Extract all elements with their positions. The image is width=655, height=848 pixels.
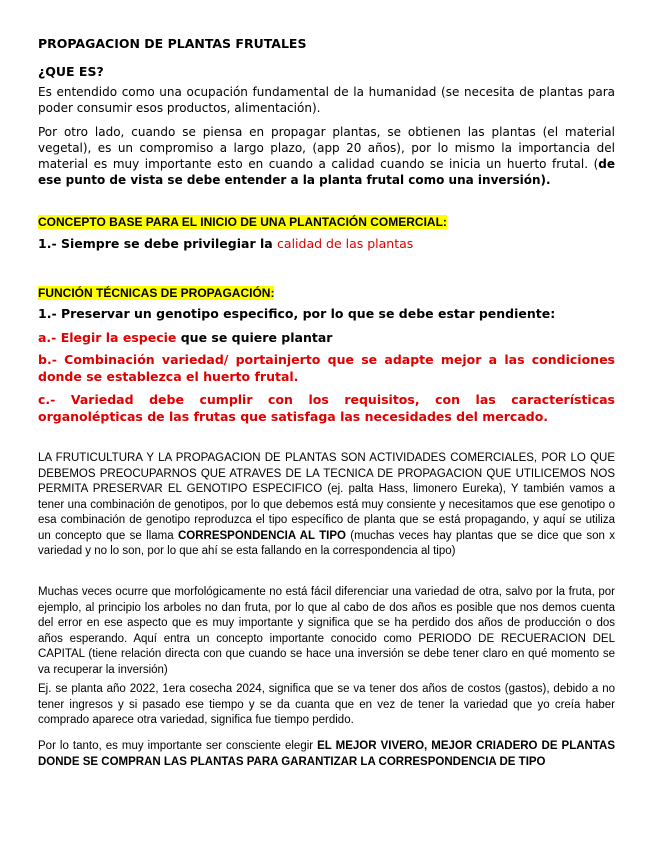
list-item-calidad: [38, 236, 413, 251]
list-item-calidad-prefix: 1.- Siempre se debe privilegiar la: [38, 236, 278, 251]
paragraph-conclusion-start: Por lo tanto, es muy importante ser consciente elegir: [38, 740, 318, 752]
list-item-calidad-highlight: calidad de las plantas: [277, 236, 414, 251]
list-item-combinacion: b.- Combinación variedad/ portainjerto que se adapte mejor a las condiciones donde se establezca el huerto frutal.: [38, 352, 615, 384]
paragraph-conclusion: [38, 739, 615, 770]
paragraph-compromiso-bold: de ese punto de vista se debe entender a la planta frutal como una inversión).: [38, 157, 615, 187]
list-item-especie: [38, 330, 332, 345]
paragraph-compromiso-text: Por otro lado, cuando se piensa en propagar plantas, se obtienen las plantas (el material vegetal), es un compromiso a largo plazo, (app 20 años), por lo mismo la importancia del material es muy importante esto en cuando a calidad cuando se inicia un huerto frutal. (: [38, 125, 615, 171]
document-title: PROPAGACION DE PLANTAS FRUTALES: [38, 36, 307, 51]
paragraph-conclusion-bold: EL MEJOR VIVERO, MEJOR CRIADERO DE PLANTAS DONDE SE COMPRAN LAS PLANTAS PARA GARANTIZAR LA CORRESPONDENCIA DE TIPO: [38, 740, 615, 768]
paragraph-fruticultura-bold: CORRESPONDENCIA AL TIPO: [177, 529, 346, 542]
list-item-especie-rest: que se quiere plantar: [176, 330, 333, 345]
paragraph-morfologia: Muchas veces ocurre que morfológicamente no está fácil diferenciar una variedad de otra, salvo por la fruta, por ejemplo, al principio los arboles no dan fruta, por lo que al cabo de dos años es posible que nos demos cuenta del error en ese aspecto que es muy importante y significa que se ha perdido dos años de producción o dos años esperando. Aquí entra un concepto importante conocido como PERIODO DE RECUERACION DEL CAPITAL (tiene relación directa con que cuando se hace una inversión se debe tener claro en qué momento se va recuperar la inversión): [38, 586, 615, 676]
heading-concepto-base: [38, 213, 447, 231]
list-item-variedad: c.- Variedad debe cumplir con los requisitos, con las características organolépticas de las frutas que satisfaga las necesidades del mercado.: [38, 392, 615, 424]
heading-concepto-base-label: CONCEPTO BASE PARA EL INICIO DE UNA PLANTACIÓN COMERCIAL:: [38, 215, 447, 229]
paragraph-fruticultura-start: LA FRUTICULTURA Y LA PROPAGACION DE PLANTAS SON ACTIVIDADES COMERCIALES, POR LO QUE DEBEMOS PREOCUPARNOS QUE ATRAVES DE LA TECNICA DE PROPAGACION QUE UTILICEMOS NOS PERMITA PRESERVAR EL GENOTIPO ESPECIFICO (ej. palta Hass, limonero Eureka), Y también vamos a tener una combinación de genotipos, por lo que debemos está muy consiente y necesitamos que ese genotipo o esa combinación de genotipo reproduzca el tipo específico de planta que se está propagando, y aquí se utiliza un concepto que se llama: [38, 452, 615, 542]
paragraph-definition: Es entendido como una ocupación fundamental de la humanidad (se necesita de plantas para poder consumir esos productos, alimentación).: [38, 85, 615, 115]
paragraph-fruticultura-end: (muchas veces hay plantas que se dice que son x variedad y no lo son, por lo que ahí se esta fallando en la correspondencia al tipo): [38, 529, 615, 557]
paragraph-ejemplo: Ej. se planta año 2022, 1era cosecha 2024, significa que se va tener dos años de costos (gastos), debido a no tener ingresos y si pasado ese tiempo y se da cuanta que en vez de tener la variedad que yo creía haber comprado aparece otra variedad, significa fue tiempo perdido.: [38, 683, 615, 726]
section-heading-que-es: ¿QUE ES?: [38, 64, 104, 79]
heading-funcion-tecnicas: [38, 284, 274, 302]
paragraph-fruticultura: [38, 451, 615, 560]
paragraph-compromiso: [38, 124, 615, 188]
list-item-genotipo: 1.- Preservar un genotipo especifico, por lo que se debe estar pendiente:: [38, 306, 556, 321]
heading-funcion-tecnicas-label: FUNCIÓN TÉCNICAS DE PROPAGACIÓN:: [38, 286, 275, 300]
list-item-especie-highlight: a.- Elegir la especie: [38, 330, 177, 345]
